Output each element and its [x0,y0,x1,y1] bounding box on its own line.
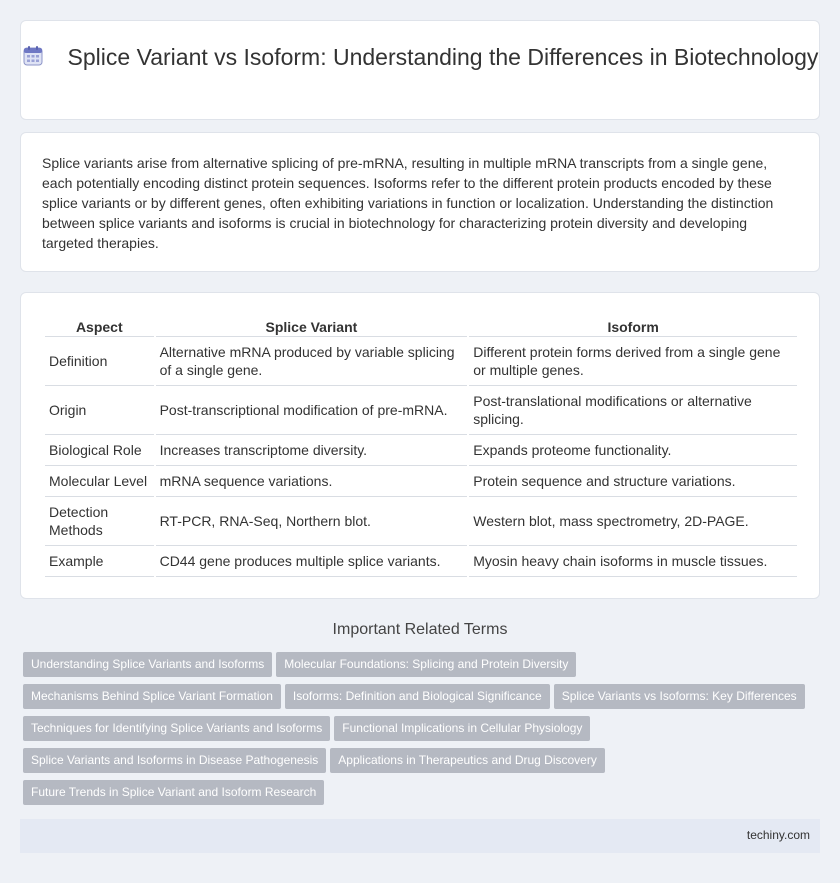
table-row [45,386,797,435]
page-title-wrap [21,43,819,72]
related-tag[interactable]: Applications in Therapeutics and Drug Discovery [330,748,605,773]
table-cell: CD44 gene produces multiple splice variants. [156,546,468,577]
table-cell: Molecular Level [45,466,154,497]
tag-row [23,652,823,684]
table-row [45,497,797,546]
related-tag[interactable]: Molecular Foundations: Splicing and Protein Diversity [276,652,576,677]
table-cell: Alternative mRNA produced by variable splicing of a single gene. [156,337,468,386]
table-cell: Origin [45,386,154,435]
table-row [45,466,797,497]
page-title [21,43,819,72]
related-tag[interactable]: Future Trends in Splice Variant and Isoform Research [23,780,324,805]
table-cell: Post-translational modifications or alternative splicing. [469,386,797,435]
footer-site-link[interactable]: techiny.com [746,828,810,842]
tag-row [23,780,823,812]
related-terms-tags [23,652,823,812]
table-cell: RT-PCR, RNA-Seq, Northern blot. [156,497,468,546]
table-cell: Myosin heavy chain isoforms in muscle tissues. [469,546,797,577]
table-cell: Definition [45,337,154,386]
related-tag[interactable]: Techniques for Identifying Splice Variants and Isoforms [23,716,330,741]
related-tag[interactable]: Splice Variants and Isoforms in Disease Pathogenesis [23,748,326,773]
table-cell: Example [45,546,154,577]
related-tag[interactable]: Functional Implications in Cellular Physiology [334,716,590,741]
table-cell: Detection Methods [45,497,154,546]
table-cell: mRNA sequence variations. [156,466,468,497]
tag-row [23,748,823,780]
table-cell: Biological Role [45,435,154,466]
page-title-text: Splice Variant vs Isoform: Understanding the Differences in Biotechnology [67,44,819,70]
related-terms-title: Important Related Terms [332,621,508,638]
related-tag[interactable]: Understanding Splice Variants and Isoforms [23,652,272,677]
table-row [45,337,797,386]
related-tag[interactable]: Mechanisms Behind Splice Variant Formation [23,684,281,709]
intro-card [20,132,820,272]
comparison-table-card [20,292,820,599]
related-tag[interactable]: Splice Variants vs Isoforms: Key Differences [554,684,805,709]
tag-row [23,684,823,716]
table-cell: Increases transcriptome diversity. [156,435,468,466]
table-header-row [45,315,797,337]
table-row [45,546,797,577]
related-tag[interactable]: Isoforms: Definition and Biological Significance [285,684,550,709]
table-row [45,435,797,466]
header-isoform: Isoform [469,315,797,337]
table-cell: Protein sequence and structure variations. [469,466,797,497]
header-splice-variant: Splice Variant [156,315,468,337]
header-aspect: Aspect [45,315,154,337]
table-cell: Post-transcriptional modification of pre-mRNA. [156,386,468,435]
comparison-table [43,315,799,577]
title-card [20,20,820,120]
footer [20,819,820,853]
intro-paragraph: Splice variants arise from alternative splicing of pre-mRNA, resulting in multiple mRNA transcripts from a single gene, each potentially encoding distinct protein sequences. Isoforms refer to the different protein products encoded by these splice variants or by different genes, often exhibiting variations in function or localization. Understanding the distinction between splice variants and isoforms is crucial in biotechnology for characterizing protein diversity and developing targeted therapies. [42,155,774,251]
table-cell: Western blot, mass spectrometry, 2D-PAGE. [469,497,797,546]
calendar-icon [22,45,44,67]
tag-row [23,716,823,748]
table-cell: Expands proteome functionality. [469,435,797,466]
table-cell: Different protein forms derived from a single gene or multiple genes. [469,337,797,386]
